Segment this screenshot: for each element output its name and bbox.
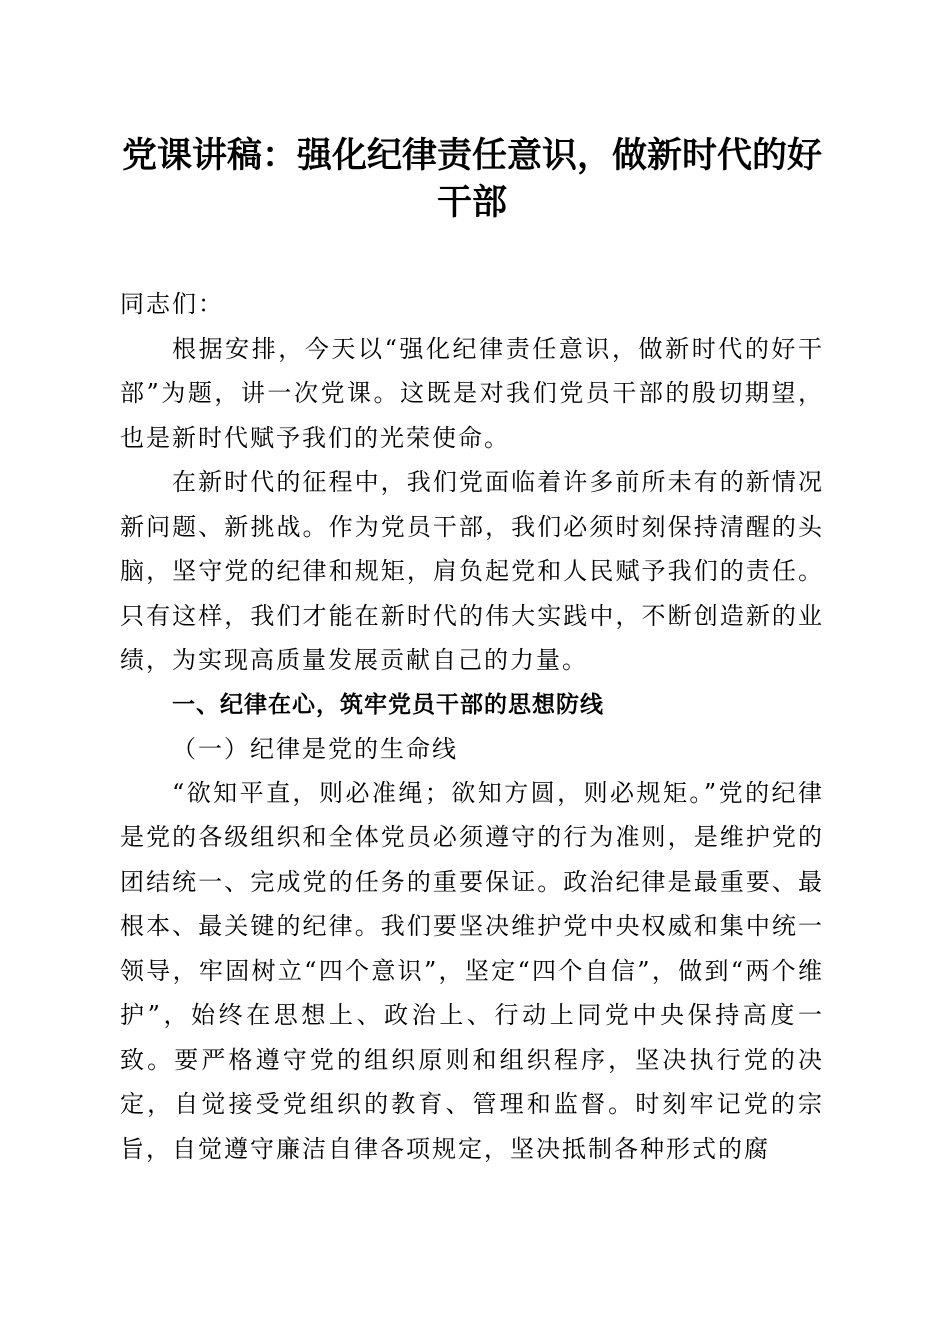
paragraph-1: 根据安排，今天以“强化纪律责任意识，做新时代的好干部”为题，讲一次党课。这既是对我们党员干部的殷切期望，也是新时代赋予我们的光荣使命。: [120, 334, 824, 452]
paragraph-2: 在新时代的征程中，我们党面临着许多前所未有的新情况新问题、新挑战。作为党员干部，我们必须时刻保持清醒的头脑，坚守党的纪律和规矩，肩负起党和人民赋予我们的责任。只有这样，我们才能在新时代的伟大实践中，不断创造新的业绩，为实现高质量发展贡献自己的力量。: [120, 468, 824, 674]
title-line-2: 干部: [436, 182, 507, 223]
section-1-heading: 一、纪律在心，筑牢党员干部的思想防线: [172, 691, 604, 718]
salutation: 同志们：: [120, 290, 224, 318]
subsection-1-paragraph: “欲知平直，则必准绳；欲知方圆，则必规矩。”党的纪律是党的各级组织和全体党员必须遵守的行为准则，是维护党的团结统一、完成党的任务的重要保证。政治纪律是最重要、最根本、最关键的纪律。我们要坚决维护党中央权威和集中统一领导，牢固树立“四个意识”，坚定“四个自信”，做到“两个维护”，始终在思想上、政治上、行动上同党中央保持高度一致。要严格遵守党的组织原则和组织程序，坚决执行党的决定，自觉接受党组织的教育、管理和监督。时刻牢记党的宗旨，自觉遵守廉洁自律各项规定，坚决抵制各种形式的腐: [120, 778, 824, 1163]
title-line-1: 党课讲稿：强化纪律责任意识，做新时代的好: [121, 135, 822, 176]
document-page: [120, 132, 824, 1171]
document-title: [120, 132, 824, 226]
subsection-1-heading: （一）纪律是党的生命线: [172, 734, 458, 763]
